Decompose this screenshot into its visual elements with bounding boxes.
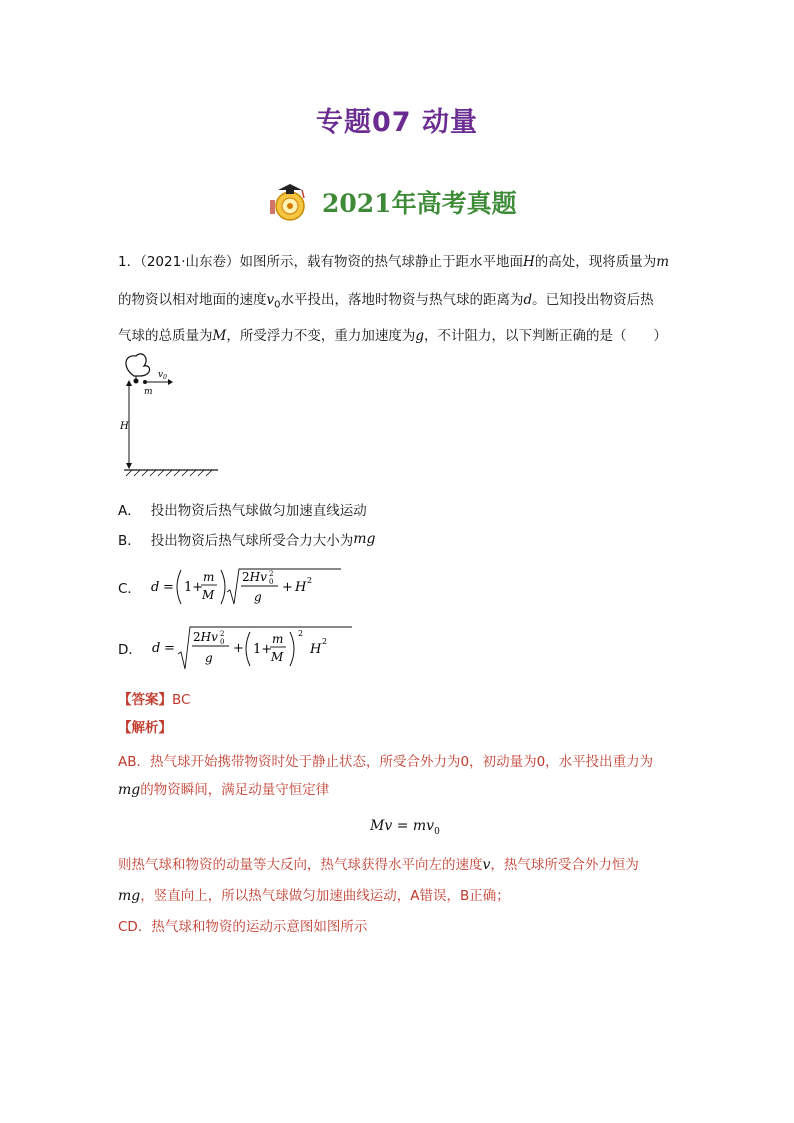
svg-text:H: H (294, 580, 307, 595)
balloon-figure (118, 352, 228, 482)
question-line-2: 的物资以相对地面的速度$v_0$水平投出，落地时物资与热气球的距离为d。已知投出物资后热 (118, 292, 654, 311)
svg-text:2: 2 (297, 629, 303, 638)
svg-text:2: 2 (268, 570, 274, 578)
svg-text:2: 2 (306, 576, 313, 585)
answer-line: 【答案】BC (118, 692, 191, 708)
analysis-line-2: mg的物资瞬间，满足动量守恒定律 (118, 782, 330, 798)
analysis-line-1: AB．热气球开始携带物资时处于静止状态，所受合外力为0，初动量为0，水平投出重力为 (118, 754, 654, 770)
svg-text:2Hv: 2Hv (192, 630, 218, 644)
analysis-line-3: 则热气球和物资的动量等大反向，热气球获得水平向左的速度v，热气球所受合外力恒为 (118, 857, 639, 873)
H-label: H (120, 421, 129, 432)
question-line-3: 气球的总质量为M，所受浮力不变，重力加速度为g，不计阻力，以下判断正确的是（ ） (118, 328, 667, 344)
svg-text:M: M (270, 650, 284, 664)
svg-text:+: + (281, 580, 293, 595)
page-title: 专题07 动量 (316, 107, 478, 138)
v0-label: $v_0$ (158, 370, 167, 381)
svg-text:d: d (150, 580, 160, 595)
analysis-line-5: CD．热气球和物资的运动示意图如图所示 (118, 919, 368, 935)
svg-text:m: m (271, 632, 284, 646)
mascot-logo-icon (268, 180, 316, 224)
question-line-1: 1．（2021·山东卷）如图所示，载有物资的热气球静止于距水平地面H的高处，现将质量为m (118, 254, 670, 270)
svg-text:m: m (202, 570, 215, 584)
svg-text:=: = (162, 580, 174, 595)
svg-text:+: + (232, 641, 244, 656)
svg-text:0: 0 (268, 578, 274, 586)
svg-text:M: M (201, 588, 215, 602)
option-c-formula (151, 566, 351, 608)
svg-text:2: 2 (219, 630, 225, 638)
option-d[interactable]: D． d = 2Hv 2 0 g + 1+ m M 2 H 2 (118, 624, 372, 672)
svg-text:2: 2 (321, 637, 327, 646)
cargo-dot (143, 380, 147, 384)
svg-text:g: g (204, 651, 213, 665)
svg-text:d: d (151, 641, 161, 656)
momentum-equation: $Mv = mv_0$ (370, 818, 440, 837)
analysis-line-4: mg，竖直向上，所以热气球做匀加速曲线运动，A错误，B正确； (118, 888, 510, 904)
banner-title: 2021年高考真题 (322, 189, 517, 218)
option-d-formula (152, 624, 372, 672)
option-b[interactable]: B． 投出物资后热气球所受合力大小为 mg (118, 531, 376, 549)
option-a[interactable]: A． 投出物资后热气球做匀加速直线运动 (118, 503, 367, 519)
section-banner (268, 180, 517, 224)
svg-text:1+: 1+ (183, 580, 204, 595)
svg-text:1+: 1+ (252, 642, 273, 657)
balloon-basket (134, 379, 139, 384)
ground-hatch (126, 470, 212, 476)
svg-text:H: H (309, 642, 322, 657)
balloon-shape (126, 354, 150, 376)
svg-text:2Hv: 2Hv (241, 570, 267, 584)
svg-text:0: 0 (219, 638, 225, 646)
m-label: m (144, 387, 153, 397)
option-c[interactable]: C． d = 1+ m M 2Hv 2 0 g + H 2 (118, 566, 351, 608)
analysis-tag: 【解析】 (118, 720, 172, 736)
svg-text:=: = (163, 641, 175, 656)
svg-text:g: g (253, 590, 262, 604)
